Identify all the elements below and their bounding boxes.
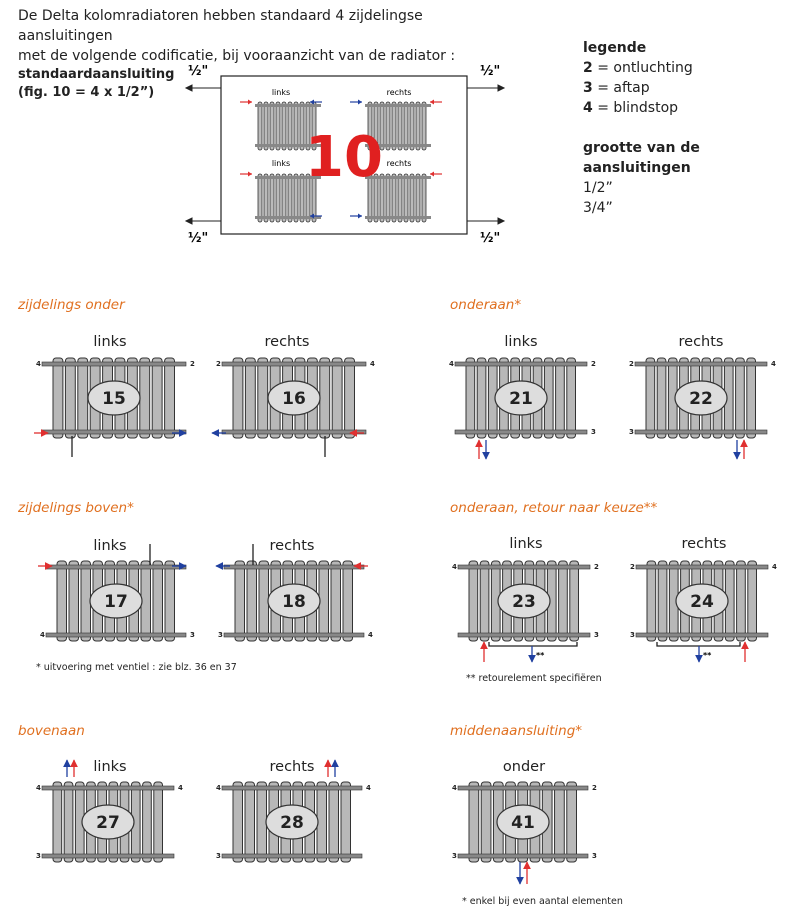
port-code: 3	[592, 852, 597, 860]
label-23: links	[509, 536, 543, 552]
port-code: 2	[594, 563, 599, 571]
port-code: 3	[36, 852, 41, 860]
port-code: 3	[629, 428, 634, 436]
legend-item-4: 4 = blindstop	[583, 100, 679, 116]
port-code: 3	[630, 631, 635, 639]
label-22: rechts	[678, 334, 724, 350]
radiator-16	[216, 358, 375, 438]
port-code: 3	[218, 631, 223, 639]
port-code: 4	[449, 360, 454, 368]
heading-zijdelings-onder: zijdelings onder	[18, 297, 125, 313]
heading-bovenaan: bovenaan	[18, 723, 85, 739]
port-code: 4	[452, 563, 457, 571]
port-code: 4	[178, 784, 183, 792]
radiator-18	[218, 561, 373, 641]
intro-line-1: De Delta kolomradiatoren hebben standaard 4 zijdelingse aansluitingen	[18, 8, 423, 44]
mini-label-links-bottom: links	[271, 159, 291, 168]
legend-item-3: 3 = aftap	[583, 80, 650, 96]
heading-onderaan: onderaan*	[450, 297, 522, 313]
radiator-28	[216, 782, 371, 862]
port-code: 4	[366, 784, 371, 792]
port-code: 2	[592, 784, 597, 792]
code-label: 17	[104, 592, 128, 612]
radiator-22	[629, 358, 776, 438]
port-code: 3	[216, 852, 221, 860]
label-15: links	[93, 334, 127, 350]
radiator-41	[452, 782, 597, 862]
size-label-tr: ½"	[480, 64, 501, 79]
port-code: 2	[216, 360, 221, 368]
figure-number: 10	[305, 125, 383, 190]
label-18: rechts	[269, 538, 315, 554]
port-code: 3	[452, 852, 457, 860]
radiator-15	[36, 358, 195, 438]
size-label-tl: ½"	[188, 64, 209, 79]
port-code: 4	[452, 784, 457, 792]
intro-line-2: met de volgende codificatie, bij vooraanzicht van de radiator :	[18, 48, 456, 64]
label-16: rechts	[264, 334, 310, 350]
size-label-br: ½"	[480, 231, 501, 246]
standard-subtitle: (fig. 10 = 4 x 1/2”)	[18, 85, 155, 100]
note-even: * enkel bij even aantal elementen	[462, 896, 623, 907]
code-label: 21	[509, 389, 533, 409]
port-code: 4	[36, 360, 41, 368]
port-code: 4	[40, 631, 45, 639]
code-label: 16	[282, 389, 306, 409]
size-half: 1/2”	[583, 180, 613, 196]
code-label: 22	[689, 389, 713, 409]
radiator-21	[449, 358, 596, 438]
retour-mark-23: **	[536, 651, 545, 660]
port-code: 4	[368, 631, 373, 639]
radiator-24	[630, 561, 777, 641]
code-label: 24	[690, 592, 714, 612]
heading-middenaansluiting: middenaansluiting*	[450, 723, 583, 739]
note-retour: ** retourelement specifiëren	[466, 673, 602, 684]
code-label: 18	[282, 592, 306, 612]
port-code: 2	[190, 360, 195, 368]
port-code: 2	[630, 563, 635, 571]
port-code: 4	[36, 784, 41, 792]
port-code: 4	[772, 563, 777, 571]
code-label: 28	[280, 813, 304, 833]
radiator-23	[452, 561, 599, 641]
code-label: 15	[102, 389, 126, 409]
label-28: rechts	[269, 759, 315, 775]
radiator-27	[36, 782, 183, 862]
port-code: 2	[629, 360, 634, 368]
radiator-17	[40, 561, 195, 641]
port-code: 4	[771, 360, 776, 368]
legend-title: legende	[583, 40, 647, 56]
port-code: 3	[594, 631, 599, 639]
connection-arrows	[34, 433, 745, 884]
heading-zijdelings-boven: zijdelings boven*	[18, 500, 134, 516]
port-code: 2	[591, 360, 596, 368]
size-three-quarter: 3/4”	[583, 200, 613, 216]
label-24: rechts	[681, 536, 727, 552]
port-code: 4	[370, 360, 375, 368]
sizes-title: grootte van de aansluitingen	[583, 140, 700, 176]
heading-onderaan-retour: onderaan, retour naar keuze**	[450, 500, 658, 516]
note-ventiel: * uitvoering met ventiel : zie blz. 36 en 37	[36, 662, 237, 673]
retour-mark-24: **	[703, 651, 712, 660]
port-code: 4	[216, 784, 221, 792]
standard-title: standaardaansluiting	[18, 67, 175, 82]
label-41: onder	[502, 759, 546, 775]
legend-item-2: 2 = ontluchting	[583, 60, 693, 76]
code-label: 23	[512, 592, 536, 612]
label-17: links	[93, 538, 127, 554]
label-21: links	[504, 334, 538, 350]
mini-label-links-top: links	[271, 88, 291, 97]
label-27: links	[93, 759, 127, 775]
mini-label-rechts-bottom: rechts	[386, 159, 412, 168]
mini-label-rechts-top: rechts	[386, 88, 412, 97]
size-label-bl: ½"	[188, 231, 209, 246]
code-label: 41	[511, 813, 535, 833]
code-label: 27	[96, 813, 120, 833]
port-code: 3	[190, 631, 195, 639]
port-code: 3	[591, 428, 596, 436]
